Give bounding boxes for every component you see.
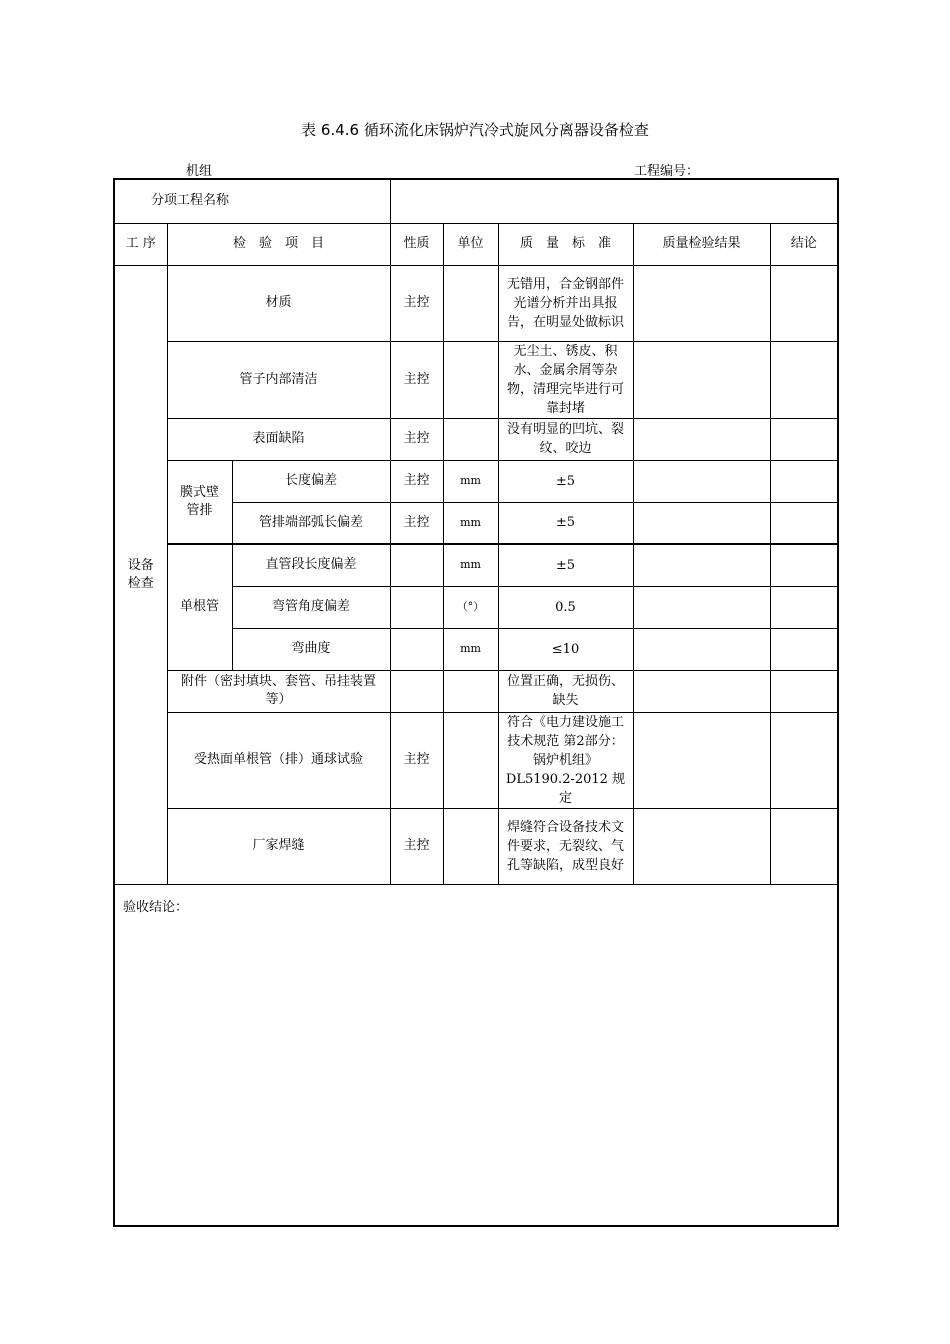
nature-cell: 主控 bbox=[390, 712, 443, 808]
item-cell: 弯曲度 bbox=[232, 628, 390, 670]
standard-cell: 符合《电力建设施工技术规范 第2部分：锅炉机组》DL5190.2-2012 规定 bbox=[498, 712, 633, 808]
unit-suffix: 机组 bbox=[186, 164, 213, 179]
conclusion-cell[interactable] bbox=[770, 628, 838, 670]
acceptance-conclusion[interactable] bbox=[114, 884, 838, 1226]
standard-cell: 没有明显的凹坑、裂纹、咬边 bbox=[498, 418, 633, 460]
standard-cell: ±5 bbox=[498, 460, 633, 502]
unit-cell: mm bbox=[443, 628, 498, 670]
standard-cell: ≤10 bbox=[498, 628, 633, 670]
project-number-label: 工程编号： bbox=[634, 164, 700, 179]
result-cell[interactable] bbox=[633, 670, 770, 712]
header-row bbox=[114, 223, 838, 265]
unit-cell: （°） bbox=[443, 586, 498, 628]
result-cell[interactable] bbox=[633, 628, 770, 670]
result-cell[interactable] bbox=[633, 502, 770, 544]
nature-cell: 主控 bbox=[390, 265, 443, 341]
header-process: 工 序 bbox=[114, 223, 167, 265]
unit-cell bbox=[443, 808, 498, 884]
table-row bbox=[114, 544, 838, 586]
unit-cell: mm bbox=[443, 502, 498, 544]
nature-cell: 主控 bbox=[390, 418, 443, 460]
table-row bbox=[114, 341, 838, 418]
unit-cell bbox=[443, 418, 498, 460]
header-standard: 质 量 标 准 bbox=[498, 223, 633, 265]
item-cell: 材质 bbox=[167, 265, 390, 341]
table-row bbox=[114, 418, 838, 460]
item-cell: 弯管角度偏差 bbox=[232, 586, 390, 628]
unit-cell bbox=[443, 712, 498, 808]
conclusion-cell[interactable] bbox=[770, 544, 838, 586]
item-cell: 直管段长度偏差 bbox=[232, 544, 390, 586]
result-cell[interactable] bbox=[633, 712, 770, 808]
standard-cell: 位置正确，无损伤、缺失 bbox=[498, 670, 633, 712]
group-membrane-wall: 膜式壁 管排 bbox=[167, 460, 232, 544]
nature-cell: 主控 bbox=[390, 808, 443, 884]
conclusion-cell[interactable] bbox=[770, 586, 838, 628]
process-cell: 设备 检查 bbox=[114, 265, 167, 884]
result-cell[interactable] bbox=[633, 418, 770, 460]
standard-cell: 0.5 bbox=[498, 586, 633, 628]
standard-cell: 无尘土、锈皮、积水、金属余屑等杂物，清理完毕进行可靠封堵 bbox=[498, 341, 633, 418]
result-cell[interactable] bbox=[633, 265, 770, 341]
standard-cell: 无错用，合金钢部件光谱分析并出具报告，在明显处做标识 bbox=[498, 265, 633, 341]
acceptance-label: 验收结论： bbox=[123, 899, 189, 915]
nature-cell bbox=[390, 544, 443, 586]
acceptance-row bbox=[114, 884, 838, 1226]
conclusion-cell[interactable] bbox=[770, 460, 838, 502]
table-row bbox=[114, 712, 838, 808]
result-cell[interactable] bbox=[633, 808, 770, 884]
conclusion-cell[interactable] bbox=[770, 670, 838, 712]
item-name-value[interactable] bbox=[390, 179, 838, 223]
conclusion-cell[interactable] bbox=[770, 341, 838, 418]
result-cell[interactable] bbox=[633, 586, 770, 628]
group-single-tube: 单根管 bbox=[167, 544, 232, 670]
unit-cell bbox=[443, 265, 498, 341]
nature-cell bbox=[390, 586, 443, 628]
standard-cell: ±5 bbox=[498, 502, 633, 544]
item-cell: 管排端部弧长偏差 bbox=[232, 502, 390, 544]
conclusion-cell[interactable] bbox=[770, 808, 838, 884]
page-title: 表 6.4.6 循环流化床锅炉汽冷式旋风分离器设备检查 bbox=[301, 121, 649, 139]
item-cell: 附件（密封填块、套管、吊挂装置等） bbox=[167, 670, 390, 712]
standard-cell: 焊缝符合设备技术文件要求，无裂纹、气孔等缺陷，成型良好 bbox=[498, 808, 633, 884]
unit-cell bbox=[443, 341, 498, 418]
unit-cell: mm bbox=[443, 460, 498, 502]
conclusion-cell[interactable] bbox=[770, 418, 838, 460]
header-result: 质量检验结果 bbox=[633, 223, 770, 265]
item-cell: 长度偏差 bbox=[232, 460, 390, 502]
result-cell[interactable] bbox=[633, 460, 770, 502]
standard-cell: ±5 bbox=[498, 544, 633, 586]
item-name-label: 分项工程名称 bbox=[114, 179, 390, 223]
table-row bbox=[114, 670, 838, 712]
header-nature: 性质 bbox=[390, 223, 443, 265]
table-row bbox=[114, 808, 838, 884]
table-row bbox=[114, 265, 838, 341]
table-row bbox=[114, 460, 838, 502]
header-unit: 单位 bbox=[443, 223, 498, 265]
nature-cell bbox=[390, 628, 443, 670]
header-item: 检 验 项 目 bbox=[167, 223, 390, 265]
conclusion-cell[interactable] bbox=[770, 502, 838, 544]
unit-cell: mm bbox=[443, 544, 498, 586]
conclusion-cell[interactable] bbox=[770, 712, 838, 808]
nature-cell: 主控 bbox=[390, 460, 443, 502]
inspection-table bbox=[113, 178, 839, 1227]
header-conclusion: 结论 bbox=[770, 223, 838, 265]
result-cell[interactable] bbox=[633, 544, 770, 586]
nature-cell bbox=[390, 670, 443, 712]
nature-cell: 主控 bbox=[390, 502, 443, 544]
item-cell: 受热面单根管（排）通球试验 bbox=[167, 712, 390, 808]
unit-cell bbox=[443, 670, 498, 712]
result-cell[interactable] bbox=[633, 341, 770, 418]
item-cell: 表面缺陷 bbox=[167, 418, 390, 460]
nature-cell: 主控 bbox=[390, 341, 443, 418]
item-cell: 管子内部清洁 bbox=[167, 341, 390, 418]
conclusion-cell[interactable] bbox=[770, 265, 838, 341]
item-cell: 厂家焊缝 bbox=[167, 808, 390, 884]
item-name-row bbox=[114, 179, 838, 223]
unit-line bbox=[146, 160, 212, 179]
